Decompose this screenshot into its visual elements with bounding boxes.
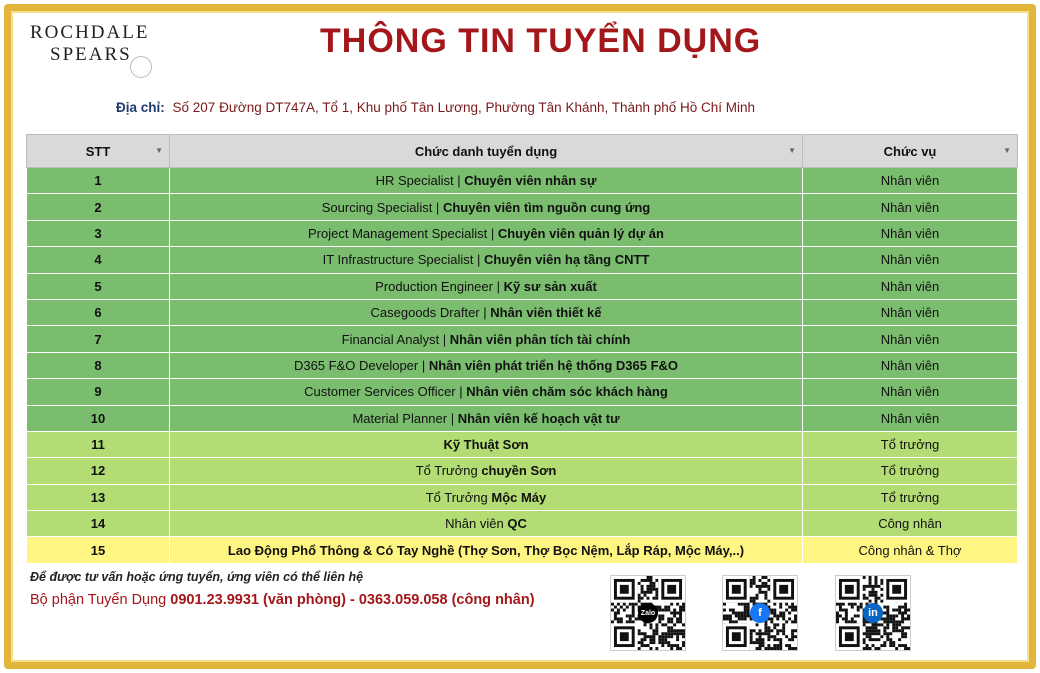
header-stt[interactable] xyxy=(27,135,170,168)
logo-line-1: ROCHDALE xyxy=(30,22,150,43)
row-position: Nhân viên xyxy=(803,273,1018,299)
filter-dropdown-icon[interactable]: ▼ xyxy=(155,146,163,155)
company-logo xyxy=(30,22,170,66)
row-job-title-main: Kỹ sư sản xuất xyxy=(503,278,597,294)
row-job-title-main: Chuyên viên nhân sự xyxy=(464,173,597,189)
row-position: Nhân viên xyxy=(803,299,1018,325)
address-value: Số 207 Đường DT747A, Tổ 1, Khu phố Tân Lương, Phường Tân Khánh, Thành phố Hồ Chí Minh xyxy=(172,100,756,115)
row-stt: 14 xyxy=(27,511,170,537)
row-job-title-prefix: Project Management Specialist | xyxy=(308,225,498,241)
row-job-title xyxy=(170,431,803,457)
row-job-title-prefix: IT Infrastructure Specialist | xyxy=(322,252,484,268)
row-job-title-main: Nhân viên chăm sóc khách hàng xyxy=(466,384,668,400)
row-stt: 6 xyxy=(27,299,170,325)
row-job-title-prefix: Financial Analyst | xyxy=(341,331,450,347)
contact-phones: 0901.23.9931 (văn phòng) - 0363.059.058 (công nhân) xyxy=(170,592,535,608)
row-job-title-prefix: Nhân viên xyxy=(445,516,508,532)
zalo-qr-code[interactable] xyxy=(610,575,686,651)
row-position: Công nhân xyxy=(803,511,1018,537)
row-job-title-prefix: Material Planner | xyxy=(352,410,458,426)
row-stt: 8 xyxy=(27,352,170,378)
row-position: Nhân viên xyxy=(803,405,1018,431)
row-position: Nhân viên xyxy=(803,220,1018,246)
table-body xyxy=(27,168,1018,564)
row-position: Công nhân & Thợ xyxy=(803,537,1018,563)
jobs-table xyxy=(26,134,1018,564)
linkedin-qr-code[interactable] xyxy=(835,575,911,651)
row-position: Nhân viên xyxy=(803,326,1018,352)
header-stt-label: STT xyxy=(85,143,111,159)
logo-seal-icon xyxy=(130,56,152,78)
row-position: Nhân viên xyxy=(803,247,1018,273)
row-job-title-main: Nhân viên phát triển hệ thống D365 F&O xyxy=(428,357,679,373)
row-job-title-main: Chuyên viên quản lý dự án xyxy=(497,225,664,241)
row-stt: 4 xyxy=(27,247,170,273)
table-row xyxy=(27,168,1018,194)
table-row xyxy=(27,194,1018,220)
page-title: THÔNG TIN TUYỂN DỤNG xyxy=(320,22,762,60)
table-row xyxy=(27,405,1018,431)
facebook-icon: f xyxy=(750,603,770,623)
table-row xyxy=(27,511,1018,537)
filter-dropdown-icon[interactable]: ▼ xyxy=(1003,146,1011,155)
header-position-label: Chức vụ xyxy=(883,143,937,159)
row-stt: 2 xyxy=(27,194,170,220)
row-job-title-prefix: Tổ Trưởng xyxy=(415,463,482,479)
table-row xyxy=(27,326,1018,352)
table-row xyxy=(27,484,1018,510)
row-job-title-main: chuyền Sơn xyxy=(481,463,557,479)
row-job-title xyxy=(170,220,803,246)
table-row xyxy=(27,379,1018,405)
logo-line-2: SPEARS xyxy=(50,44,132,65)
row-position: Tổ trưởng xyxy=(803,458,1018,484)
row-job-title xyxy=(170,326,803,352)
row-stt: 11 xyxy=(27,431,170,457)
table-header-row xyxy=(27,135,1018,168)
row-job-title-prefix: HR Specialist | xyxy=(375,173,465,189)
contact-note: Để được tư vấn hoặc ứng tuyển, ứng viên có thể liên hệ xyxy=(30,570,364,584)
row-position: Nhân viên xyxy=(803,352,1018,378)
row-stt: 3 xyxy=(27,220,170,246)
row-stt: 7 xyxy=(27,326,170,352)
row-job-title xyxy=(170,273,803,299)
header-job-title[interactable] xyxy=(170,135,803,168)
row-job-title-main: Nhân viên kế hoạch vật tư xyxy=(457,410,620,426)
row-job-title-main: QC xyxy=(507,516,527,532)
table-row xyxy=(27,220,1018,246)
row-position: Tổ trưởng xyxy=(803,431,1018,457)
row-job-title xyxy=(170,537,803,563)
row-position: Nhân viên xyxy=(803,168,1018,194)
row-job-title xyxy=(170,379,803,405)
row-stt: 15 xyxy=(27,537,170,563)
row-job-title xyxy=(170,352,803,378)
row-stt: 13 xyxy=(27,484,170,510)
row-position: Tổ trưởng xyxy=(803,484,1018,510)
row-stt: 5 xyxy=(27,273,170,299)
filter-dropdown-icon[interactable]: ▼ xyxy=(788,146,796,155)
header-position[interactable] xyxy=(803,135,1018,168)
row-job-title xyxy=(170,299,803,325)
row-position: Nhân viên xyxy=(803,379,1018,405)
table-row xyxy=(27,352,1018,378)
row-job-title-prefix: Tổ Trưởng xyxy=(425,489,492,505)
table-row xyxy=(27,537,1018,563)
row-job-title-prefix: Sourcing Specialist | xyxy=(321,199,443,215)
row-job-title-main: Mộc Máy xyxy=(491,489,547,505)
row-job-title xyxy=(170,247,803,273)
row-job-title-main: Kỹ Thuật Sơn xyxy=(443,437,529,453)
row-stt: 12 xyxy=(27,458,170,484)
contact-info xyxy=(30,570,535,608)
row-job-title xyxy=(170,484,803,510)
row-job-title-prefix: Casegoods Drafter | xyxy=(370,305,491,321)
row-job-title-prefix: D365 F&O Developer | xyxy=(293,357,429,373)
facebook-qr-code[interactable] xyxy=(722,575,798,651)
contact-dept xyxy=(30,592,535,608)
linkedin-icon: in xyxy=(863,603,883,623)
contact-dept-label: Bộ phận Tuyển Dụng xyxy=(30,592,171,608)
zalo-icon: Zalo xyxy=(638,603,658,623)
table-row xyxy=(27,247,1018,273)
table-row xyxy=(27,431,1018,457)
row-job-title-main: Nhân viên thiết kế xyxy=(490,305,602,321)
row-stt: 10 xyxy=(27,405,170,431)
header-job-title-label: Chức danh tuyển dụng xyxy=(414,143,558,159)
row-stt: 1 xyxy=(27,168,170,194)
row-job-title xyxy=(170,405,803,431)
row-job-title-main: Chuyên viên hạ tầng CNTT xyxy=(483,252,650,268)
row-job-title xyxy=(170,511,803,537)
row-stt: 9 xyxy=(27,379,170,405)
row-job-title xyxy=(170,194,803,220)
row-job-title-prefix: Customer Services Officer | xyxy=(304,384,467,400)
table-row xyxy=(27,299,1018,325)
table-row xyxy=(27,273,1018,299)
row-job-title-main: Lao Động Phổ Thông & Có Tay Nghề (Thợ Sơn, Thợ Bọc Nệm, Lắp Ráp, Mộc Máy,..) xyxy=(227,542,745,558)
row-job-title xyxy=(170,168,803,194)
row-job-title-prefix: Production Engineer | xyxy=(375,278,504,294)
table-row xyxy=(27,458,1018,484)
address xyxy=(116,100,755,115)
row-job-title xyxy=(170,458,803,484)
row-position: Nhân viên xyxy=(803,194,1018,220)
row-job-title-main: Chuyên viên tìm nguồn cung ứng xyxy=(442,199,651,215)
row-job-title-main: Nhân viên phân tích tài chính xyxy=(449,331,631,347)
address-label: Địa chỉ: xyxy=(116,100,165,115)
